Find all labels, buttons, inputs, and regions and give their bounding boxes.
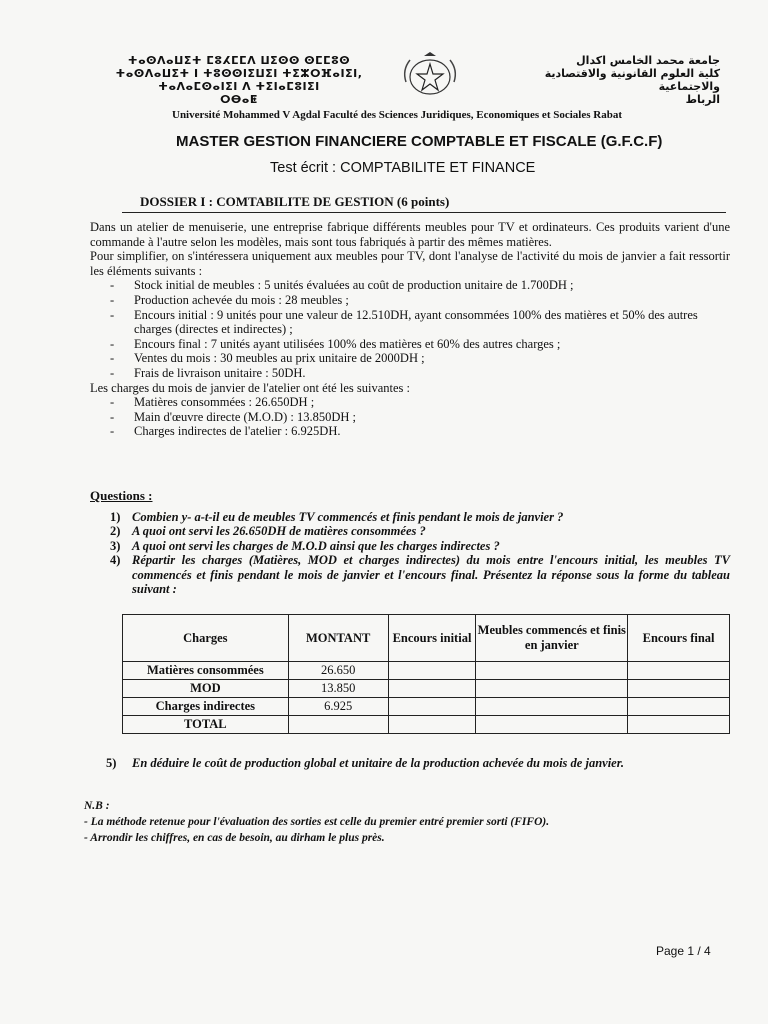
column-header: Encours initial	[388, 615, 476, 662]
tifinagh-line: ⵜⴰⵙⴷⴰⵡⵉⵜ ⵎⵓⵃⵎⵎⴷ ⵡⵉⵙⵙ ⵙⵎⵎⵓⵙ	[127, 54, 351, 67]
table-row	[123, 716, 730, 734]
nb-section	[84, 798, 549, 846]
exam-subtitle: Test écrit : COMPTABILITE ET FINANCE	[270, 160, 536, 176]
simplify-paragraph: Pour simplifier, on s'intéressera uniquement aux meubles pour TV, dont l'analyse de l'activité du mois de janvier a fait ressortir les éléments suivants :	[90, 249, 730, 278]
exam-title: MASTER GESTION FINANCIERE COMPTABLE ET FISCALE (G.F.C.F)	[176, 133, 663, 150]
question-number: 3)	[110, 538, 121, 553]
elements-list	[90, 278, 730, 380]
list-item: - Encours final : 7 unités ayant utilisées 100% des matières et 60% des autres charges ;	[110, 337, 730, 352]
question-item	[90, 510, 730, 524]
dossier-divider	[122, 212, 726, 213]
montant-cell	[288, 716, 388, 734]
question-number: 5)	[106, 756, 117, 770]
charges-intro: Les charges du mois de janvier de l'atelier ont été les suivantes :	[90, 380, 410, 395]
list-item: - Charges indirectes de l'atelier : 6.925DH.	[110, 424, 730, 439]
list-item: - Encours initial : 9 unités pour une valeur de 12.510DH, ayant consommées 100% des matières et 50% des autres charges (directes et indirectes) ;	[110, 308, 730, 337]
list-item: - Main d'œuvre directe (M.O.D) : 13.850DH ;	[110, 410, 730, 425]
list-item: - Production achevée du mois : 28 meubles ;	[110, 293, 730, 308]
column-header: Encours final	[628, 615, 730, 662]
question-item	[90, 524, 730, 538]
montant-cell: 26.650	[288, 662, 388, 680]
questions-list	[90, 510, 730, 596]
problem-statement	[90, 220, 730, 439]
arabic-line: جامعة محمد الخامس اكدال	[576, 54, 720, 67]
question-text: Répartir les charges (Matières, MOD et charges indirectes) du mois entre l'encours initial, les meubles TV commencés et finis pendant le mois de janvier et l'encours final. Présentez la réponse sous la forme du tableau suivant :	[132, 553, 730, 597]
questions-heading: Questions :	[90, 488, 153, 503]
table-row	[123, 680, 730, 698]
row-label: Matières consommées	[123, 662, 289, 680]
university-line: Université Mohammed V Agdal Faculté des Sciences Juridiques, Economiques et Sociales Rabat	[172, 109, 622, 121]
empty-cell	[476, 698, 628, 716]
empty-cell	[388, 680, 476, 698]
list-item: - Frais de livraison unitaire : 50DH.	[110, 366, 730, 381]
question-number: 4)	[110, 553, 121, 568]
question-text: A quoi ont servi les 26.650DH de matières consommées ?	[132, 524, 426, 539]
tifinagh-line: ⵔⴱⴰⵟ	[220, 93, 258, 106]
page-number: Page 1 / 4	[656, 944, 711, 958]
question-number: 2)	[110, 524, 121, 539]
tifinagh-header	[108, 54, 370, 106]
tifinagh-line: ⵜⴰⴷⴰⵎⵙⴰⵏⵉⵏ ⴷ ⵜⵉⵏⴰⵎⵓⵏⵉⵏ	[158, 80, 320, 93]
empty-cell	[628, 698, 730, 716]
question-text: En déduire le coût de production global et unitaire de la production achevée du mois de janvier.	[132, 756, 625, 770]
intro-paragraph: Dans un atelier de menuiserie, une entreprise fabrique différents meubles pour TV et ordinateurs. Ces produits varient d'une commande à l'autre selon les modèles, mais sont tous fabriqués à partir des mêmes matières.	[90, 220, 730, 249]
row-label: Charges indirectes	[123, 698, 289, 716]
montant-cell: 13.850	[288, 680, 388, 698]
column-header: Meubles commencés et finis en janvier	[476, 615, 628, 662]
moroccan-emblem-icon	[396, 52, 464, 98]
empty-cell	[476, 680, 628, 698]
arabic-header	[520, 54, 720, 106]
list-item: - Ventes du mois : 30 meubles au prix unitaire de 2000DH ;	[110, 351, 730, 366]
question-item	[90, 539, 730, 553]
column-header: Charges	[123, 615, 289, 662]
dossier-heading: DOSSIER I : COMTABILITE DE GESTION (6 points)	[140, 194, 450, 209]
table-row	[123, 662, 730, 680]
question-text: Combien y- a-t-il eu de meubles TV commencés et finis pendant le mois de janvier ?	[132, 510, 564, 524]
question-text: A quoi ont servi les charges de M.O.D ainsi que les charges indirectes ?	[132, 538, 500, 553]
montant-cell: 6.925	[288, 698, 388, 716]
charges-list	[90, 395, 730, 439]
column-header: MONTANT	[288, 615, 388, 662]
empty-cell	[628, 716, 730, 734]
arabic-line: الرباط	[685, 93, 720, 106]
empty-cell	[388, 662, 476, 680]
empty-cell	[628, 662, 730, 680]
question-number: 1)	[110, 510, 121, 524]
table-header-row	[123, 615, 730, 662]
empty-cell	[388, 698, 476, 716]
list-item: - Matières consommées : 26.650DH ;	[110, 395, 730, 410]
table-row	[123, 698, 730, 716]
charges-table	[122, 614, 730, 734]
nb-heading: N.B :	[84, 800, 110, 812]
empty-cell	[628, 680, 730, 698]
empty-cell	[476, 716, 628, 734]
question-5	[90, 756, 730, 770]
question-item	[90, 553, 730, 596]
empty-cell	[388, 716, 476, 734]
arabic-line: كلية العلوم القانونية والاقتصادية والاجتماعية	[544, 67, 720, 93]
empty-cell	[476, 662, 628, 680]
list-item: - Stock initial de meubles : 5 unités évaluées au coût de production unitaire de 1.700DH ;	[110, 278, 730, 293]
nb-line: - La méthode retenue pour l'évaluation des sorties est celle du premier entré premier sorti (FIFO).	[84, 816, 550, 828]
row-label: MOD	[123, 680, 289, 698]
nb-line: - Arrondir les chiffres, en cas de besoin, au dirham le plus près.	[84, 832, 385, 844]
row-label: TOTAL	[123, 716, 289, 734]
tifinagh-line: ⵜⴰⵙⴷⴰⵡⵉⵜ ⵏ ⵜⵓⵙⵙⵏⵉⵡⵉⵏ ⵜⵉⵣⵔⴼⴰⵏⵉⵏ,	[115, 67, 363, 80]
